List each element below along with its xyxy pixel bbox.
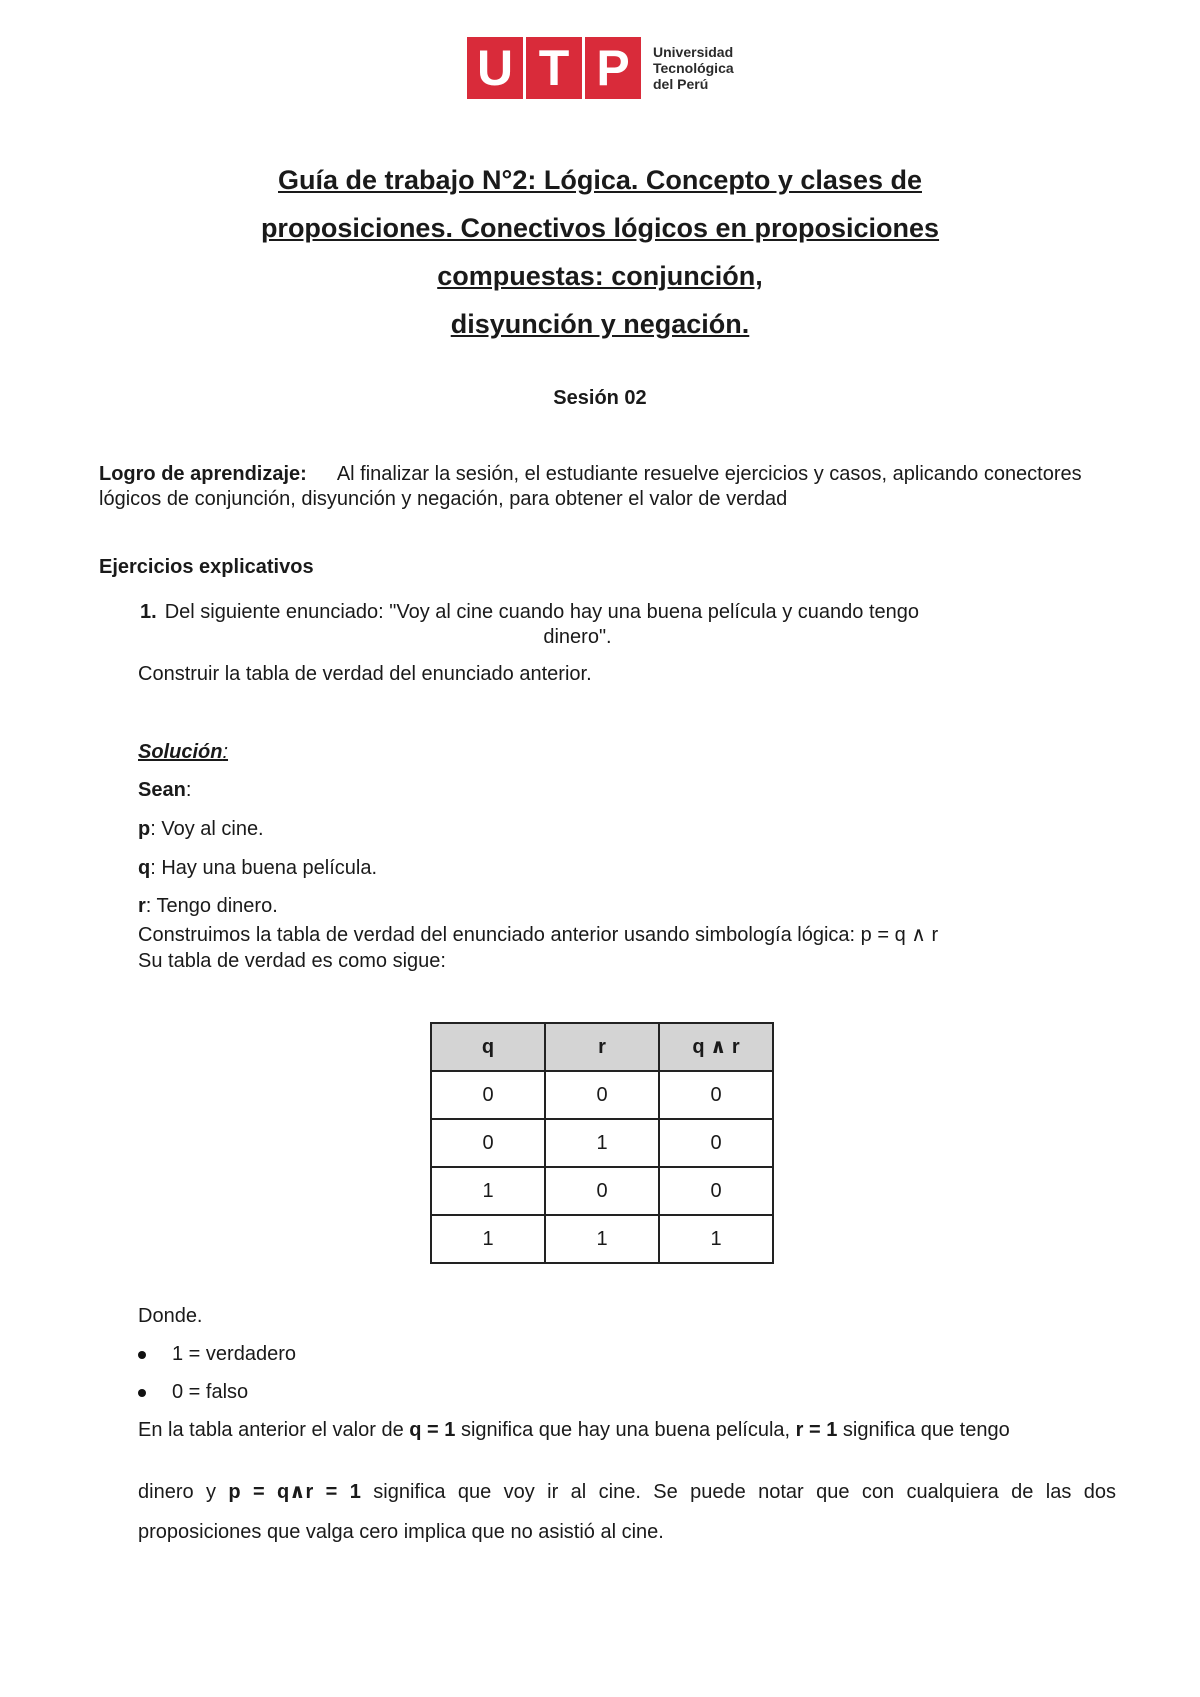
text-run-bold: q = 1 [409,1419,456,1441]
title-line: Guía de trabajo N°2: Lógica. Concepto y clases de [278,165,922,195]
table-cell: 0 [659,1071,773,1119]
table-cell: 1 [545,1215,659,1263]
table-cell: 1 [431,1167,545,1215]
table-header-cell: q ∧ r [659,1023,773,1071]
logo-letter: T [538,39,570,96]
table-cell: 0 [545,1071,659,1119]
page-title [0,156,1200,348]
bullet-icon [138,1389,146,1397]
table-cell: 1 [545,1119,659,1167]
text-run-bold: r = 1 [795,1419,838,1441]
solution-colon: : [222,741,229,763]
session-label: Sesión 02 [553,387,647,409]
table-cell: 0 [659,1119,773,1167]
table-row [431,1071,773,1119]
construction-text [138,922,938,974]
donde-label: Donde. [138,1305,203,1327]
section-title: Ejercicios explicativos [99,556,314,578]
explanation-line [138,1418,1088,1443]
utp-logo [467,37,734,99]
text-run: En la tabla anterior el valor de [138,1419,410,1441]
logo-name [653,44,734,92]
table-cell: 0 [431,1119,545,1167]
text-run: dinero y [138,1481,229,1503]
exercise-1 [140,600,1040,650]
proposition-p [138,817,264,842]
solution-heading [138,740,228,765]
text-run: significa que voy ir al cine. Se puede notar que con cualquiera de las dos [360,1481,1116,1503]
proposition-q [138,856,377,881]
logo-letter: U [476,39,514,96]
table-row [431,1215,773,1263]
table-row [431,1119,773,1167]
table-row [431,1167,773,1215]
prop-text: : Hay una buena película. [150,857,378,879]
table-cell: 1 [431,1215,545,1263]
prop-symbol: q [138,857,151,879]
construction-line: Su tabla de verdad es como sigue: [138,950,446,972]
construction-line: Construimos la tabla de verdad del enunciado anterior usando simbología lógica: p = q ∧ r [138,924,939,946]
logo-letter-blocks [467,37,641,99]
learning-goal-label: Logro de aprendizaje: [99,463,307,485]
table-cell: 0 [431,1071,545,1119]
exercise-number: 1. [140,601,157,623]
table-header-cell: q [431,1023,545,1071]
legend-item [138,1380,248,1405]
text-run-bold: p = q∧r = 1 [228,1481,361,1503]
learning-goal-text: Al finalizar la sesión, el estudiante resuelve ejercicios y casos, aplicando conectores lógicos de conjunción, disyunción y negación, para obtener el valor de verdad [99,463,1082,510]
table-header-row [431,1023,773,1071]
explanation-line [138,1480,1116,1505]
prop-text: : Voy al cine. [150,818,264,840]
table-cell: 0 [545,1167,659,1215]
table-cell: 0 [659,1167,773,1215]
exercise-statement-cont: dinero". [543,626,612,648]
learning-goal [99,462,1109,512]
logo-letter: P [596,39,630,96]
sean-colon: : [185,779,192,801]
logo-name-line: Universidad [653,44,734,60]
logo-name-line: Tecnológica [653,60,734,76]
exercise-instruction: Construir la tabla de verdad del enunciado anterior. [138,663,592,685]
table-cell: 1 [659,1215,773,1263]
truth-table [430,1022,774,1264]
text-run: significa que hay una buena película, [455,1419,796,1441]
prop-symbol: r [138,895,146,917]
sean-label [138,778,191,803]
title-line: proposiciones. Conectivos lógicos en proposiciones [260,213,940,243]
exercise-statement: Del siguiente enunciado: "Voy al cine cuando hay una buena película y cuando tengo [164,601,920,623]
bullet-icon [138,1351,146,1359]
legend-item [138,1342,296,1367]
legend-text: 0 = falso [172,1381,249,1403]
explanation-line: proposiciones que valga cero implica que no asistió al cine. [138,1521,664,1543]
title-line: disyunción y negación. [450,309,750,339]
proposition-r [138,894,278,919]
title-line: compuestas: conjunción, [437,261,763,291]
logo-name-line: del Perú [653,76,709,92]
prop-text: : Tengo dinero. [145,895,278,917]
legend-text: 1 = verdadero [172,1343,296,1365]
sean-word: Sean [138,779,186,801]
solution-label: Solución [138,741,223,763]
text-run: significa que tengo [837,1419,1010,1441]
prop-symbol: p [138,818,151,840]
table-header-cell: r [545,1023,659,1071]
